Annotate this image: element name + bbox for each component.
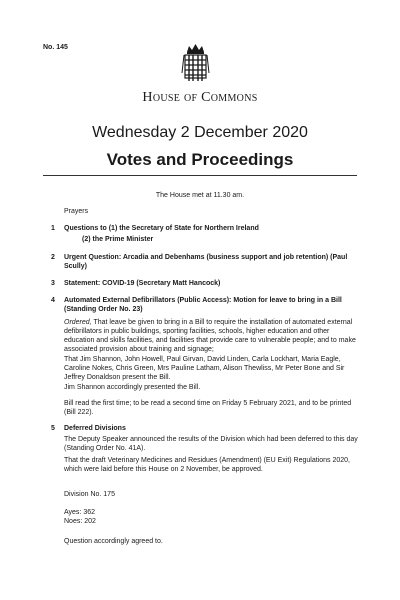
- noes-count: Noes: 202: [64, 518, 96, 525]
- item-title: Deferred Divisions: [64, 425, 126, 432]
- item-number: 4: [51, 297, 55, 304]
- ordered-text: That leave be given to bring in a Bill to require the installation of automated external defibrillators in public buildings, sporting facilities, schools, higher education and other education and skills facilities, and facilities that provide care to vulnerable people; and to make associated provision about training and signage;: [64, 319, 356, 353]
- title-divider: [43, 175, 357, 176]
- prayers-label: Prayers: [64, 208, 89, 215]
- portcullis-crest-icon: [180, 43, 211, 83]
- ayes-count: Ayes: 362: [64, 509, 96, 516]
- item-title: Urgent Question: Arcadia and Debenhams (business support and job retention) (Paul Scully): [64, 254, 348, 270]
- item-number: 5: [51, 425, 55, 432]
- item-title: Statement: COVID-19 (Secretary Matt Hancock): [64, 280, 221, 287]
- house-title: [0, 90, 400, 106]
- question-result: Question accordingly agreed to.: [64, 538, 163, 545]
- item-title: [64, 224, 360, 233]
- ordered-word: Ordered,: [64, 319, 92, 326]
- item-number: 1: [51, 225, 55, 232]
- document-title: Votes and Proceedings: [106, 150, 294, 169]
- regulations-paragraph: That the draft Veterinary Medicines and Residues (Amendment) (EU Exit) Regulations 2020, which were laid before this House on 2 November, be approved.: [64, 457, 350, 473]
- item-title-text: Questions to (1) the Secretary of State for Northern Ireland: [64, 225, 259, 232]
- item-title: Automated External Defibrillators (Public Access): Motion for leave to bring in a Bill (Standing Order No. 23): [64, 297, 342, 313]
- deferred-announcement: The Deputy Speaker announced the results of the Division which had been deferred to this day (Standing Order No. 41A).: [64, 436, 358, 452]
- item-subtitle: (2) the Prime Minister: [82, 236, 154, 243]
- ordered-paragraph: [64, 318, 360, 354]
- presenters-paragraph: That Jim Shannon, John Howell, Paul Girvan, David Linden, Carla Lockhart, Maria Eagle, Caroline Nokes, Chris Green, Mrs Pauline Latham, Alison Thewliss, Mr Peter Bone and Sir Jeffrey Donaldson present the Bill.: [64, 356, 345, 381]
- item-number: 3: [51, 280, 55, 287]
- presented-paragraph: Jim Shannon accordingly presented the Bill.: [64, 384, 201, 391]
- document-number: No. 145: [43, 44, 68, 51]
- sitting-time: The House met at 11.30 am.: [155, 192, 245, 199]
- first-reading-paragraph: Bill read the first time; to be read a second time on Friday 5 February 2021, and to be printed (Bill 222).: [64, 400, 352, 416]
- sitting-date: Wednesday 2 December 2020: [92, 124, 308, 141]
- division-number: Division No. 175: [64, 491, 115, 498]
- house-name-text: House of Commons: [142, 90, 258, 105]
- item-number: 2: [51, 254, 55, 261]
